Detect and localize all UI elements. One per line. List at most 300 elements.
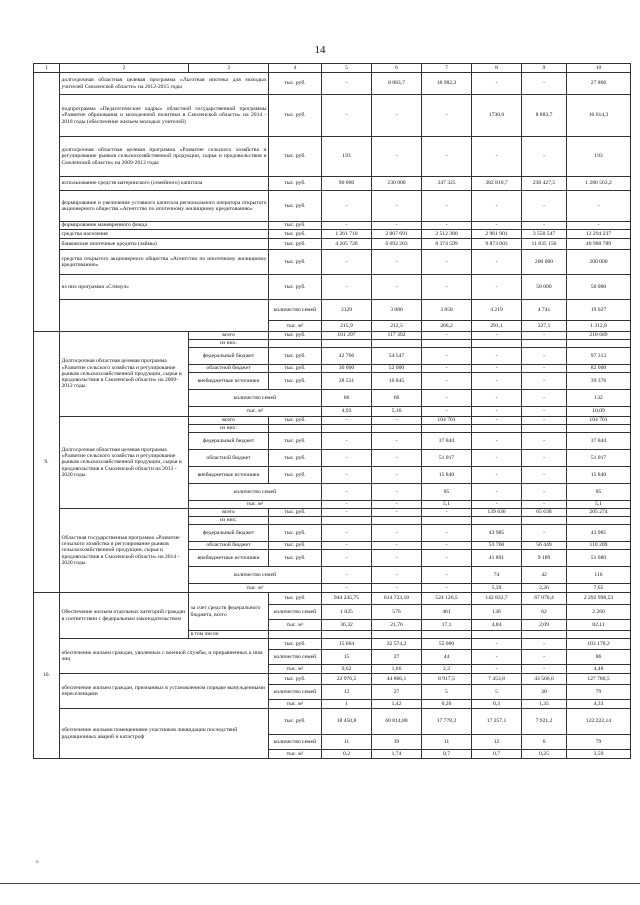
funding-source: федеральный бюджет: [189, 525, 269, 542]
value-cell: -: [422, 348, 472, 365]
value-cell: 104 701: [567, 417, 631, 425]
unit-cell: количество семей: [269, 735, 322, 750]
column-number: 1: [34, 64, 60, 73]
value-cell: 266,2: [422, 321, 472, 332]
value-cell: -: [472, 407, 522, 417]
value-cell: 97 313: [567, 348, 631, 365]
value-cell: [372, 340, 422, 348]
table-row: [34, 417, 631, 425]
value-cell: 65 638: [522, 509, 567, 517]
value-cell: -: [472, 665, 522, 674]
value-cell: [472, 340, 522, 348]
value-cell: -: [422, 250, 472, 275]
value-cell: -: [372, 137, 422, 177]
value-cell: 11 835 156: [522, 239, 567, 250]
value-cell: -: [322, 417, 372, 425]
value-cell: 4 219: [472, 300, 522, 321]
value-cell: 18 450,8: [322, 709, 372, 735]
value-cell: -: [472, 639, 522, 650]
value-cell: 6 692 203: [372, 239, 422, 250]
unit-cell: тыс. руб.: [269, 73, 322, 95]
value-cell: -: [522, 501, 567, 509]
unit-cell: количество семей: [189, 390, 322, 407]
value-cell: -: [322, 501, 372, 509]
value-cell: -: [422, 137, 472, 177]
blank-cell: [472, 631, 522, 639]
value-cell: 4,48: [567, 665, 631, 674]
blank-cell: [372, 631, 422, 639]
value-cell: 7,65: [567, 584, 631, 593]
value-cell: -: [422, 509, 472, 517]
column-number: 5: [322, 64, 372, 73]
value-cell: -: [472, 191, 522, 222]
value-cell: 1: [322, 700, 372, 709]
value-cell: 200 000: [522, 250, 567, 275]
unit-cell: [269, 517, 322, 525]
table-row: [34, 230, 631, 239]
value-cell: 1730,6: [472, 95, 522, 137]
value-cell: 17 257,1: [472, 709, 522, 735]
value-cell: 12 294 237: [567, 230, 631, 239]
table-row: [34, 250, 631, 275]
value-cell: 43 985: [472, 525, 522, 542]
value-cell: 85: [422, 484, 472, 501]
value-cell: -: [322, 567, 372, 584]
table-row: [34, 137, 631, 177]
unit-cell: тыс. м²: [269, 750, 322, 759]
funding-source: из них:: [189, 425, 269, 433]
value-cell: 67 070,4: [522, 593, 567, 605]
value-cell: -: [372, 95, 422, 137]
table-row: [34, 177, 631, 191]
value-cell: -: [522, 665, 567, 674]
value-cell: -: [472, 250, 522, 275]
unit-cell: тыс. руб.: [269, 95, 322, 137]
value-cell: 37 844: [422, 433, 472, 450]
value-cell: 10 845: [372, 373, 422, 390]
row-description: подпрограмма «Педагогические кадры» областной государственной программы «Развитие образования и молодежной политики в Смоленской области» на 2014 - 2018 годы (обеспечение жильем молодых учителей): [60, 95, 269, 137]
value-cell: -: [522, 650, 567, 665]
footer-rule: [0, 883, 640, 884]
value-cell: -: [372, 484, 422, 501]
value-cell: 82 000: [567, 365, 631, 373]
value-cell: -: [567, 191, 631, 222]
value-cell: 461: [422, 605, 472, 620]
value-cell: -: [372, 222, 422, 230]
value-cell: 19 027: [567, 300, 631, 321]
column-number: 3: [189, 64, 269, 73]
unit-cell: тыс. руб.: [269, 709, 322, 735]
value-cell: 27 866: [567, 73, 631, 95]
value-cell: -: [322, 584, 372, 593]
value-cell: -: [372, 467, 422, 484]
funding-source: областной бюджет: [189, 450, 269, 467]
value-cell: -: [372, 550, 422, 567]
value-cell: 215,9: [322, 321, 372, 332]
value-cell: [522, 517, 567, 525]
value-cell: 0,7: [422, 750, 472, 759]
value-cell: 7 453,8: [472, 674, 522, 685]
value-cell: -: [472, 222, 522, 230]
unit-cell: тыс. руб.: [269, 191, 322, 222]
section-number: 9.: [34, 332, 60, 593]
unit-cell: тыс. руб.: [269, 417, 322, 425]
value-cell: -: [322, 542, 372, 550]
value-cell: 0,25: [522, 750, 567, 759]
value-cell: -: [472, 484, 522, 501]
row-description: формирование маневренного фонда: [60, 222, 269, 230]
value-cell: -: [522, 433, 567, 450]
value-cell: -: [472, 73, 522, 95]
value-cell: 5,39: [472, 584, 522, 593]
value-cell: 32 574,2: [372, 639, 422, 650]
unit-cell: тыс. руб.: [269, 239, 322, 250]
value-cell: 230 000: [372, 177, 422, 191]
value-cell: -: [322, 525, 372, 542]
funding-source: внебюджетные источники: [189, 373, 269, 390]
value-cell: 2 260: [567, 605, 631, 620]
value-cell: 218 689: [567, 332, 631, 340]
row-description: обеспечение жилыми помещениями участников ликвидации последствий радиационных аварий и катастроф: [60, 709, 269, 759]
funding-source: областной бюджет: [189, 365, 269, 373]
value-cell: 79: [567, 685, 631, 700]
value-cell: 30 000: [322, 365, 372, 373]
value-cell: 4 741: [522, 300, 567, 321]
value-cell: -: [522, 390, 567, 407]
table-row: [34, 509, 631, 517]
value-cell: 205 274: [567, 509, 631, 517]
value-cell: -: [472, 501, 522, 509]
funding-source: из них:: [189, 517, 269, 525]
value-cell: 15 604: [322, 639, 372, 650]
value-cell: 54 547: [372, 348, 422, 365]
blank-cell: [422, 631, 472, 639]
value-cell: 50 000: [567, 275, 631, 300]
value-cell: -: [372, 191, 422, 222]
value-cell: 1,42: [372, 700, 422, 709]
value-cell: -: [522, 73, 567, 95]
value-cell: -: [372, 584, 422, 593]
value-cell: 3 550 547: [522, 230, 567, 239]
value-cell: -: [322, 509, 372, 517]
unit-cell: тыс. руб.: [269, 550, 322, 567]
unit-cell: количество семей: [269, 650, 322, 665]
value-cell: [472, 517, 522, 525]
value-cell: 8 917,5: [422, 674, 472, 685]
unit-cell: [269, 425, 322, 433]
value-cell: 132: [567, 390, 631, 407]
value-cell: 1 312,8: [567, 321, 631, 332]
value-cell: 347 325: [422, 177, 472, 191]
value-cell: 11: [322, 735, 372, 750]
value-cell: 7 921,2: [522, 709, 567, 735]
value-cell: [322, 340, 372, 348]
value-cell: 3129: [322, 300, 372, 321]
value-cell: 1,66: [372, 665, 422, 674]
value-cell: 5,16: [372, 407, 422, 417]
value-cell: -: [422, 567, 472, 584]
value-cell: 2,2: [422, 665, 472, 674]
value-cell: 12: [472, 735, 522, 750]
value-cell: -: [472, 332, 522, 340]
row-description: средства открытого акционерного общества «Агентство по ипотечному жилищному кредитованию»: [60, 250, 269, 275]
row-description: использование средств материнского (семейного) капитала: [60, 177, 269, 191]
unit-cell: тыс. руб.: [269, 542, 322, 550]
value-cell: [422, 340, 472, 348]
value-cell: [422, 517, 472, 525]
unit-cell: тыс. м²: [269, 321, 322, 332]
value-cell: 85: [567, 484, 631, 501]
value-cell: 44: [422, 650, 472, 665]
unit-cell: тыс. м²: [189, 407, 322, 417]
value-cell: -: [472, 275, 522, 300]
value-cell: -: [472, 137, 522, 177]
value-cell: -: [522, 373, 567, 390]
value-cell: -: [322, 191, 372, 222]
value-cell: -: [372, 542, 422, 550]
table-row: [34, 239, 631, 250]
value-cell: -: [422, 390, 472, 407]
value-cell: 79: [567, 735, 631, 750]
value-cell: -: [372, 417, 422, 425]
value-cell: 9 873 003: [472, 239, 522, 250]
page-number: 14: [314, 44, 326, 56]
value-cell: 110 209: [567, 542, 631, 550]
value-cell: -: [567, 222, 631, 230]
value-cell: 0,26: [422, 700, 472, 709]
table-row: [34, 332, 631, 340]
value-cell: -: [522, 525, 567, 542]
unit-cell: количество семей: [269, 685, 322, 700]
value-cell: 53 760: [472, 542, 522, 550]
value-cell: [472, 425, 522, 433]
value-cell: 524 126,5: [422, 593, 472, 605]
program-title: Долгосрочная областная целевая программа «Развитие сельского хозяйства и регулирование рынков сельскохозяйственной продукции, сырья и продовольствия в Смоленской области на 2013 - 2020 годы: [60, 417, 189, 509]
value-cell: 42 766: [322, 348, 372, 365]
value-cell: 1 261 718: [322, 230, 372, 239]
value-cell: 0,2: [322, 750, 372, 759]
value-cell: -: [522, 137, 567, 177]
value-cell: 82,11: [567, 620, 631, 631]
row-description: формирование и увеличение уставного капитала регионального оператора открытого акционерного общества «Агентство по ипотечному жилищному кредитованию»: [60, 191, 269, 222]
value-cell: 37 844: [567, 433, 631, 450]
value-cell: -: [472, 650, 522, 665]
unit-cell: количество семей: [269, 605, 322, 620]
value-cell: 3 858: [422, 300, 472, 321]
value-cell: -: [522, 639, 567, 650]
value-cell: 39 376: [567, 373, 631, 390]
value-cell: -: [322, 450, 372, 467]
table-row: [34, 275, 631, 300]
value-cell: 5,1: [422, 501, 472, 509]
unit-cell: количество семей: [189, 567, 322, 584]
value-cell: 2,26: [522, 584, 567, 593]
value-cell: 43 985: [567, 525, 631, 542]
value-cell: 27: [372, 685, 422, 700]
value-cell: 1 280 563,2: [567, 177, 631, 191]
value-cell: [322, 425, 372, 433]
value-cell: 21,76: [372, 620, 422, 631]
table-row: [34, 73, 631, 95]
funding-source: из них:: [189, 340, 269, 348]
value-cell: 51 080: [567, 550, 631, 567]
value-cell: -: [522, 407, 567, 417]
column-number: 10: [567, 64, 631, 73]
unit-cell: [269, 340, 322, 348]
value-cell: 44 866,1: [372, 674, 422, 685]
value-cell: -: [422, 542, 472, 550]
unit-cell: тыс. руб.: [269, 222, 322, 230]
unit-cell: тыс. руб.: [269, 674, 322, 685]
value-cell: -: [522, 450, 567, 467]
program-title: Областная государственная программа «Развитие сельского хозяйства и регулирование рынков сельскохозяйственной продукции, сырья и продовольствия в Смоленской области» на 2014 - 2020 годы: [60, 509, 189, 593]
value-cell: 0,7: [472, 750, 522, 759]
value-cell: -: [422, 95, 472, 137]
value-cell: [372, 517, 422, 525]
value-cell: -: [322, 250, 372, 275]
table-row: [34, 709, 631, 735]
unit-cell: тыс. руб.: [269, 433, 322, 450]
scan-mark: ᵘ: [36, 858, 39, 867]
value-cell: 15 840: [567, 467, 631, 484]
unit-cell: количество семей: [189, 484, 322, 501]
funding-source: за счет средств федерального бюджета, всего: [189, 593, 269, 631]
row-description: обеспечение жильем граждан, уволенных с военной службы, и приравненных к ним лиц: [60, 639, 269, 674]
value-cell: 50 000: [522, 275, 567, 300]
value-cell: -: [422, 525, 472, 542]
value-cell: [567, 425, 631, 433]
value-cell: -: [372, 509, 422, 517]
unit-cell: тыс. руб.: [269, 230, 322, 239]
value-cell: 1,74: [372, 750, 422, 759]
value-cell: -: [422, 584, 472, 593]
value-cell: 11: [422, 735, 472, 750]
value-cell: -: [372, 250, 422, 275]
value-cell: -: [372, 450, 422, 467]
unit-cell: тыс. руб.: [269, 525, 322, 542]
value-cell: 101 297: [322, 332, 372, 340]
number-cell: [34, 73, 60, 332]
value-cell: -: [522, 191, 567, 222]
table-row: [34, 95, 631, 137]
value-cell: -: [322, 73, 372, 95]
value-cell: 200 000: [567, 250, 631, 275]
value-cell: 4,93: [322, 407, 372, 417]
value-cell: 2 007 691: [372, 230, 422, 239]
value-cell: 382 810,7: [472, 177, 522, 191]
value-cell: 136: [472, 605, 522, 620]
funding-source: областной бюджет: [189, 542, 269, 550]
unit-cell: тыс. руб.: [269, 365, 322, 373]
value-cell: -: [472, 348, 522, 365]
column-number: 2: [60, 64, 189, 73]
funding-source: всего: [189, 332, 269, 340]
value-cell: 28 531: [322, 373, 372, 390]
value-cell: 2 961 901: [472, 230, 522, 239]
value-cell: 66: [372, 390, 422, 407]
value-cell: [322, 517, 372, 525]
value-cell: -: [422, 222, 472, 230]
value-cell: -: [422, 550, 472, 567]
value-cell: 0,3: [472, 700, 522, 709]
unit-cell: тыс. руб.: [269, 639, 322, 650]
value-cell: 56 449: [522, 542, 567, 550]
value-cell: 17,1: [422, 620, 472, 631]
value-cell: 1 025: [322, 605, 372, 620]
value-cell: 17 778,2: [422, 709, 472, 735]
unit-cell: тыс. руб.: [269, 137, 322, 177]
value-cell: -: [372, 525, 422, 542]
value-cell: -: [322, 433, 372, 450]
value-cell: -: [322, 484, 372, 501]
value-cell: 12: [322, 685, 372, 700]
value-cell: [567, 340, 631, 348]
value-cell: -: [322, 222, 372, 230]
funding-source: всего: [189, 509, 269, 517]
row-description: банковские ипотечные кредиты (займы): [60, 239, 269, 250]
value-cell: -: [422, 373, 472, 390]
unit-cell: тыс. м²: [189, 501, 322, 509]
value-cell: 86: [567, 650, 631, 665]
value-cell: 193: [322, 137, 372, 177]
value-cell: 18 982,3: [422, 73, 472, 95]
row-description: из них программа «Стимул»: [60, 275, 269, 300]
value-cell: 5: [422, 685, 472, 700]
row-description: средства населения: [60, 230, 269, 239]
value-cell: 8 374 599: [422, 239, 472, 250]
header-row: [34, 64, 631, 73]
unit-cell: количество семей: [269, 300, 322, 321]
value-cell: -: [372, 567, 422, 584]
blank-cell: [522, 631, 567, 639]
value-cell: 193: [567, 137, 631, 177]
value-cell: [567, 517, 631, 525]
value-cell: 8 883,7: [522, 95, 567, 137]
value-cell: 39: [372, 735, 422, 750]
row-description: долгосрочная областная целевая программа «Льготная ипотека для молодых учителей Смоленской области» на 2012-2015 годы: [60, 73, 269, 95]
blank-cell: [60, 300, 269, 332]
value-cell: -: [322, 275, 372, 300]
value-cell: -: [472, 373, 522, 390]
value-cell: 4,33: [567, 700, 631, 709]
value-cell: -: [472, 450, 522, 467]
table-row: [34, 191, 631, 222]
value-cell: 122 222,14: [567, 709, 631, 735]
funding-source: федеральный бюджет: [189, 348, 269, 365]
value-cell: 9 189: [522, 550, 567, 567]
unit-cell: тыс. м²: [189, 584, 322, 593]
value-cell: 116: [567, 567, 631, 584]
value-cell: 74: [472, 567, 522, 584]
program-title: Обеспечение жильем отдельных категорий граждан в соответствии с федеральным законодательством: [60, 593, 189, 639]
value-cell: 10,09: [567, 407, 631, 417]
unit-cell: тыс. руб.: [269, 450, 322, 467]
value-cell: -: [422, 365, 472, 373]
program-title: Долгосрочная областная целевая программа «Развитие сельского хозяйства и регулирование рынков сельскохозяйственной продукции, сырья и продовольствия в Смоленской области» на 2009-2012 годы: [60, 332, 189, 417]
column-number: 7: [422, 64, 472, 73]
table-row: [34, 674, 631, 685]
table-row: [34, 222, 631, 230]
value-cell: 4 205 728: [322, 239, 372, 250]
unit-cell: тыс. м²: [269, 665, 322, 674]
column-number: 6: [372, 64, 422, 73]
unit-cell: тыс. руб.: [269, 509, 322, 517]
value-cell: -: [422, 191, 472, 222]
value-cell: 22 976,5: [322, 674, 372, 685]
value-cell: 576: [372, 605, 422, 620]
value-cell: 103 178,2: [567, 639, 631, 650]
unit-cell: тыс. м²: [269, 700, 322, 709]
